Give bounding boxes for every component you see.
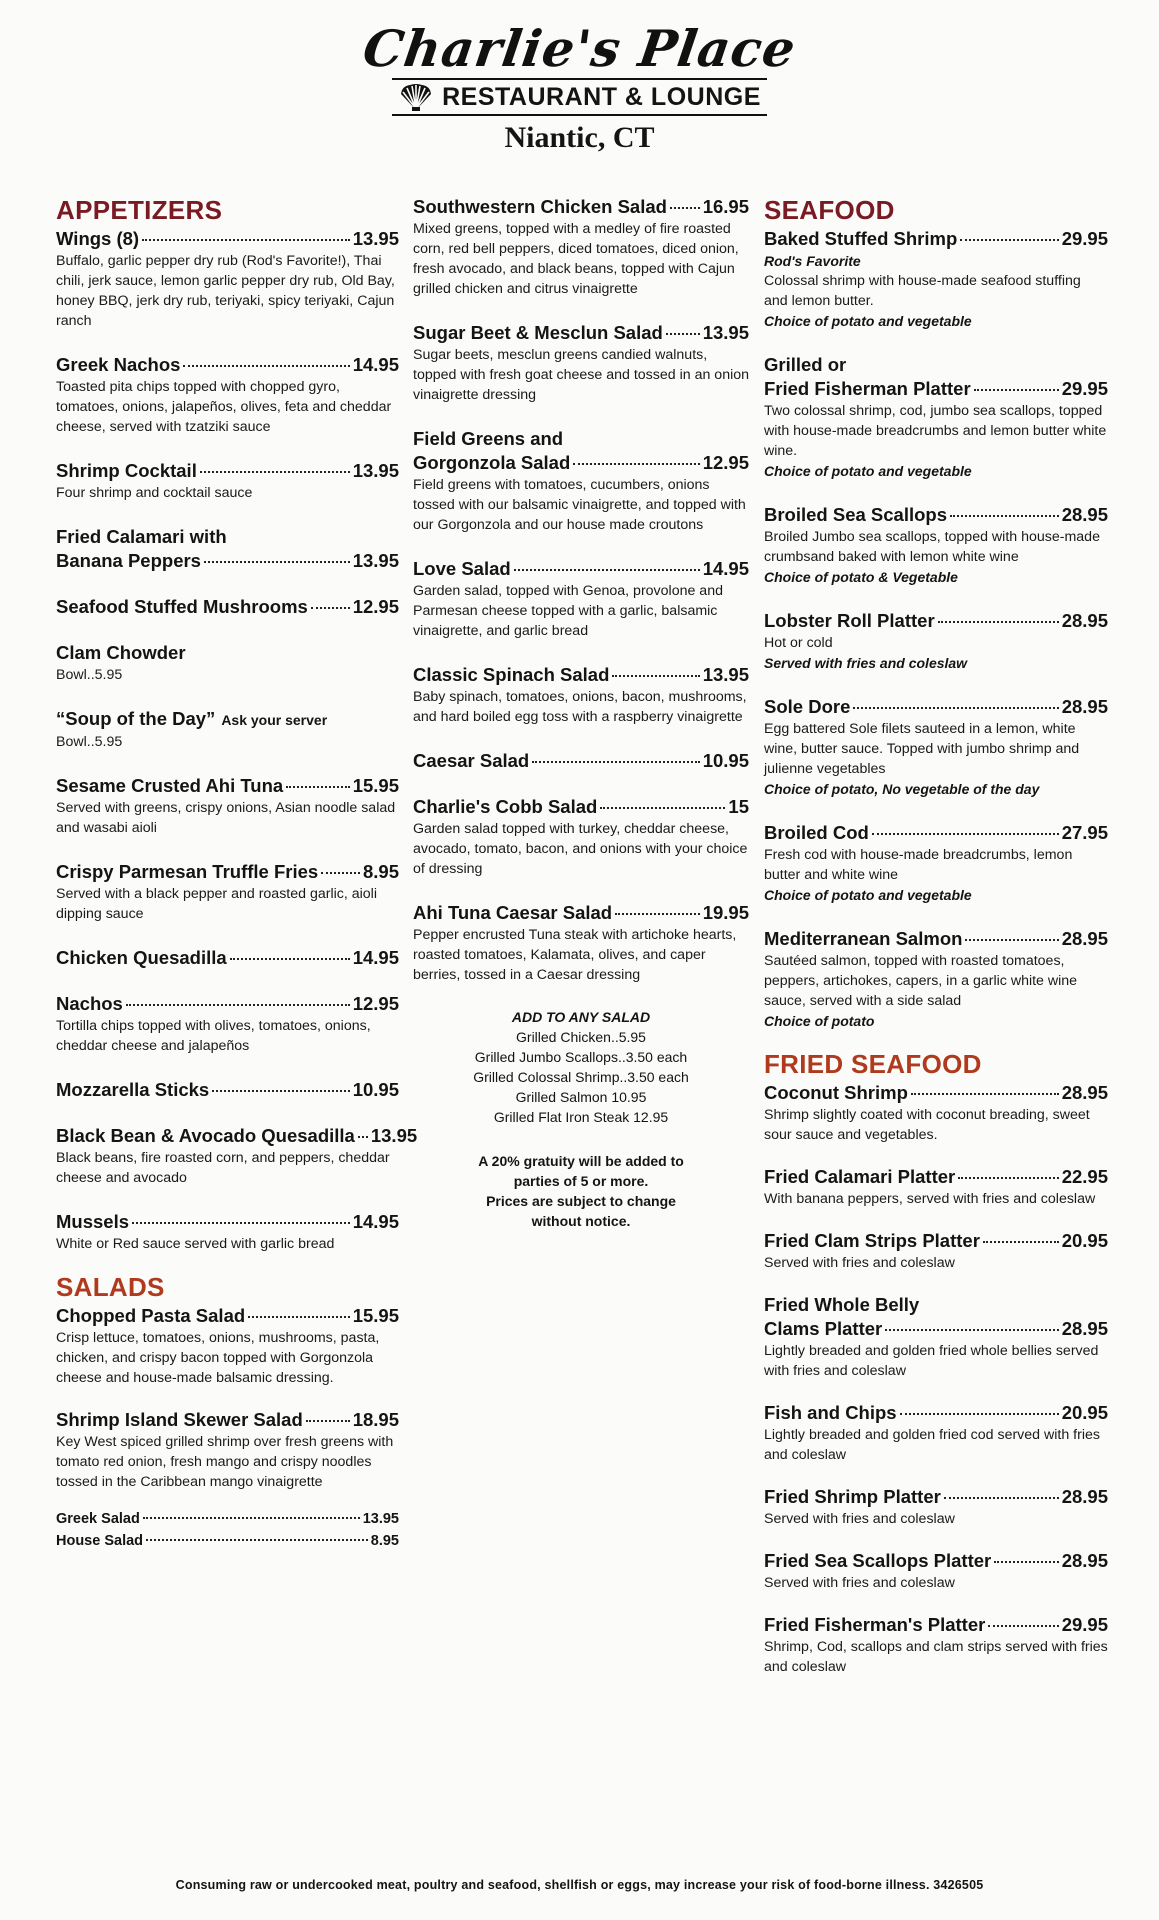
menu-item-price: 18.95 [352,1409,399,1430]
menu-item-price: 13.95 [702,664,749,685]
menu-item-title-line [413,321,749,345]
menu-item-name: Mozzarella Sticks [56,1079,210,1100]
menu-item-title-line [413,195,749,219]
dot-leader [311,607,350,609]
menu-item-description: Field greens with tomatoes, cucumbers, onions tossed with our balsamic vinaigrette, and topped with our Gorgonzola and our house made croutons [413,477,746,533]
dot-leader [248,1316,350,1318]
menu-item [413,321,749,405]
menu-item-name: Greek Nachos [56,354,181,375]
menu-item-name: Clams Platter [764,1318,883,1339]
menu-item-description: Bowl..5.95 [56,734,123,750]
dot-leader [911,1093,1059,1095]
menu-item-price: 28.95 [1061,1550,1108,1571]
menu-item-name: Coconut Shrimp [764,1082,908,1103]
menu-item-title-line [764,1165,1108,1189]
salads-list-continued [413,195,749,985]
menu-item [764,1485,1108,1529]
menu-item-price: 15.95 [352,775,399,796]
menu-item-description: Two colossal shrimp, cod, jumbo sea scallops, topped with house-made breadcrumbs and lemon butter white wine. [764,403,1107,459]
menu-item-description: Colossal shrimp with house-made seafood stuffing and lemon butter. [764,273,1081,309]
menu-item [764,1081,1108,1145]
menu-item-price: 14.95 [702,558,749,579]
menu-item-description: With banana peppers, served with fries and coleslaw [764,1191,1096,1207]
menu-item-price: 28.95 [1061,1082,1108,1103]
menu-item-title-line [56,707,399,732]
menu-item [56,1408,399,1492]
menu-item [56,1124,418,1188]
menu-item-title-line [764,1229,1108,1253]
dot-leader [666,333,700,335]
menu-item-name-suffix: Ask your server [221,712,328,728]
dot-leader [306,1420,350,1422]
dot-leader [938,621,1059,623]
menu-item-description: Black beans, fire roasted corn, and peppers, cheddar cheese and avocado [56,1150,390,1186]
menu-item-title-line [56,946,399,970]
menu-item-price: 12.95 [702,452,749,473]
menu-item-description: Pepper encrusted Tuna steak with artichoke hearts, roasted tomatoes, Kalamata, olives, and caper berries, tossed in a Caesar dressing [413,927,737,983]
logo-subtitle-text: RESTAURANT & LOUNGE [442,82,761,111]
notice-line: A 20% gratuity will be added to [478,1153,684,1169]
menu-item-price: 28.95 [1061,928,1108,949]
dot-leader [950,515,1059,517]
menu-item-title-line [764,1549,1108,1573]
menu-item [56,1210,399,1254]
dot-leader [983,1241,1059,1243]
menu-item-title-line [413,795,749,819]
menu-item-name: Classic Spinach Salad [413,664,610,685]
menu-item-note: Choice of potato & Vegetable [764,569,958,585]
menu-item [56,707,399,752]
menu-item [56,1078,399,1102]
menu-item-name: Gorgonzola Salad [413,452,571,473]
salads-list [56,1304,399,1492]
menu-item-title-line [764,1485,1108,1509]
dot-leader [532,761,699,763]
dot-leader [132,1222,350,1224]
restaurant-logo-subtitle [392,78,767,116]
menu-item-description: White or Red sauce served with garlic bread [56,1236,335,1252]
dot-leader [204,561,350,563]
menu-item-description: Key West spiced grilled shrimp over fresh greens with tomato red onion, fresh mango and crispy noodles tossed in the Caribbean mango vinaigrette [56,1434,394,1490]
dot-leader [146,1539,368,1541]
menu-item-description: Broiled Jumbo sea scallops, topped with house-made crumbsand baked with lemon white wine [764,529,1100,565]
menu-item-title-line [764,821,1108,845]
menu-item-name: Clam Chowder [56,642,186,663]
menu-item [764,1293,1108,1381]
menu-item-name: Fried Fisherman Platter [764,378,971,399]
menu-column-right [764,195,1108,1697]
menu-item [764,821,1108,905]
dot-leader [143,1517,360,1519]
menu-item [764,1401,1108,1465]
menu-item-price: 8.95 [370,1533,399,1549]
menu-item [56,992,399,1056]
menu-item-title-line [764,1401,1108,1425]
menu-item-name: Fried Shrimp Platter [764,1486,941,1507]
dot-leader [230,958,350,960]
menu-item-price: 19.95 [702,902,749,923]
menu-item [413,427,749,535]
notice-line: parties of 5 or more. [513,1173,649,1189]
notice-line: without notice. [531,1213,631,1229]
menu-item [56,1510,399,1529]
menu-item-description: Toasted pita chips topped with chopped gyro, tomatoes, onions, jalapeños, olives, feta and cheddar cheese, served with tzatziki sauce [56,379,392,435]
menu-item [764,695,1108,799]
menu-item-name: Baked Stuffed Shrimp [764,228,958,249]
dot-leader [286,786,350,788]
section-title-seafood: SEAFOOD [764,195,895,225]
menu-item-title-line [764,609,1108,633]
menu-item-title-line [413,663,749,687]
menu-item-price: 13.95 [352,550,399,571]
dot-leader [615,913,700,915]
menu-header [0,19,1159,155]
menu-item [764,927,1108,1031]
menu-item-title-line [764,1081,1108,1105]
menu-item-price: 20.95 [1061,1230,1108,1251]
dot-leader [872,833,1059,835]
menu-item-name: Nachos [56,993,123,1014]
addons-list [413,1027,749,1127]
menu-item-name: Sole Dore [764,696,851,717]
menu-item-price: 13.95 [352,228,399,249]
dot-leader [514,569,700,571]
menu-item-price: 28.95 [1061,504,1108,525]
menu-item-note: Choice of potato and vegetable [764,887,972,903]
menu-item-title-line [764,503,1108,527]
menu-item [764,227,1108,331]
dot-leader [974,389,1059,391]
menu-item-price: 29.95 [1061,378,1108,399]
menu-item-description: Fresh cod with house-made breadcrumbs, lemon butter and white wine [764,847,1073,883]
menu-column-left [56,195,418,1554]
menu-item [764,1549,1108,1593]
menu-item-description: Served with fries and coleslaw [764,1575,955,1591]
menu-item-name-prefix: Fried Calamari with [56,526,227,547]
menu-item-title-line [764,227,1108,251]
menu-item [413,749,749,773]
menu-item-description: Egg battered Sole filets sauteed in a lemon, white wine, butter sauce. Topped with jumbo shrimp and julienne vegetables [764,721,1080,777]
menu-item-note: Choice of potato, No vegetable of the day [764,781,1040,797]
menu-item-title-line [764,927,1108,951]
menu-item-description: Mixed greens, topped with a medley of fire roasted corn, red bell peppers, diced tomatoes, diced onion, fresh avocado, and black beans, topped with Cajun grilled chicken and citrus vinaigrette [413,221,739,297]
salad-addons [413,1007,749,1127]
menu-item-title-line [56,1304,399,1328]
menu-item-note: Rod's Favorite [764,253,861,269]
menu-item-title-line [56,1408,399,1432]
dot-leader [988,1625,1058,1627]
menu-item-price: 28.95 [1061,1318,1108,1339]
dot-leader [994,1561,1058,1563]
menu-item [56,595,399,619]
appetizers-list [56,227,418,1254]
addons-title: ADD TO ANY SALAD [511,1009,651,1025]
menu-item-price: 13.95 [362,1511,399,1527]
section-title-salads: SALADS [56,1272,165,1302]
menu-item [56,525,399,573]
menu-item-name: Shrimp Cocktail [56,460,197,481]
menu-item [56,459,399,503]
dot-leader [212,1090,350,1092]
menu-item-name: Fried Fisherman's Platter [764,1614,986,1635]
menu-item [413,195,749,299]
menu-item [764,353,1108,481]
seafood-list [764,227,1108,1031]
menu-item-name: Caesar Salad [413,750,530,771]
menu-item-title-line [764,1613,1108,1637]
menu-item [56,860,399,924]
menu-item [764,1613,1108,1677]
menu-item-price: 29.95 [1061,228,1108,249]
menu-item-name: Fried Calamari Platter [764,1166,956,1187]
dot-leader [573,463,699,465]
menu-item [56,353,399,437]
menu-item-price: 13.95 [352,460,399,481]
menu-item-name: Crispy Parmesan Truffle Fries [56,861,319,882]
dot-leader [126,1004,350,1006]
menu-item-name-prefix: Fried Whole Belly [764,1294,920,1315]
menu-item [56,1304,399,1388]
menu-item-price: 13.95 [370,1125,418,1146]
menu-item-price: 28.95 [1061,1486,1108,1507]
menu-item-price: 28.95 [1061,696,1108,717]
menu-item-name: Fried Clam Strips Platter [764,1230,980,1251]
menu-item-title-line [764,1317,1108,1341]
menu-item-description: Crisp lettuce, tomatoes, onions, mushrooms, pasta, chicken, and crispy bacon topped with Gorgonzola cheese and house-made balsamic dressing. [56,1330,380,1386]
menu-item-name: Sesame Crusted Ahi Tuna [56,775,284,796]
menu-item-name: Love Salad [413,558,511,579]
menu-item-description: Served with a black pepper and roasted garlic, aioli dipping sauce [56,886,377,922]
menu-item-name: Mediterranean Salmon [764,928,963,949]
menu-item-description: Served with fries and coleslaw [764,1511,955,1527]
addon-item: Grilled Colossal Shrimp..3.50 each [473,1069,689,1085]
menu-item-title-line [56,860,399,884]
menu-item-title-line [764,377,1108,401]
menu-item-price: 10.95 [702,750,749,771]
menu-item-description: Shrimp slightly coated with coconut breading, sweet sour sauce and vegetables. [764,1107,1090,1143]
dot-leader [321,872,360,874]
menu-item-price: 13.95 [702,322,749,343]
menu-item-title-line [56,1532,399,1551]
menu-item-description: Four shrimp and cocktail sauce [56,485,253,501]
section-title-appetizers: APPETIZERS [56,195,223,225]
menu-item-name: Chopped Pasta Salad [56,1305,246,1326]
menu-item-note: Choice of potato and vegetable [764,463,972,479]
menu-item-name: Southwestern Chicken Salad [413,196,667,217]
menu-item-title-line [56,595,399,619]
menu-item [413,901,749,985]
menu-item-description: Lightly breaded and golden fried whole bellies served with fries and coleslaw [764,1343,1099,1379]
side-salads-list [56,1510,399,1551]
dot-leader [965,939,1058,941]
menu-item-name: Fish and Chips [764,1402,897,1423]
menu-item-title-line [56,353,399,377]
menu-item [56,641,399,685]
addon-item: Grilled Chicken..5.95 [516,1029,646,1045]
menu-item [764,503,1108,587]
menu-item-price: 28.95 [1061,610,1108,631]
menu-item-price: 12.95 [352,993,399,1014]
addon-item: Grilled Flat Iron Steak 12.95 [493,1109,669,1125]
menu-item [56,774,399,838]
menu-item-name: Broiled Sea Scallops [764,504,948,525]
menu-item [413,795,749,879]
menu-item-name: Charlie's Cobb Salad [413,796,598,817]
menu-item-title-line [56,992,399,1016]
menu-item-title-line [764,695,1108,719]
gratuity-notice [413,1151,749,1231]
addon-item: Grilled Salmon 10.95 [515,1089,647,1105]
menu-item-price: 10.95 [352,1079,399,1100]
menu-item-description: Hot or cold [764,635,833,651]
menu-item-name: “Soup of the Day” [56,708,216,729]
menu-item-note: Choice of potato [764,1013,875,1029]
dot-leader [960,239,1058,241]
menu-item-description: Garden salad, topped with Genoa, provolone and Parmesan cheese topped with a garlic, balsamic vinaigrette, and garlic bread [413,583,723,639]
dot-leader [670,207,700,209]
menu-item-note: Served with fries and coleslaw [764,655,968,671]
menu-item-name: Greek Salad [56,1511,140,1527]
menu-item-price: 8.95 [362,861,399,882]
food-safety-disclaimer: Consuming raw or undercooked meat, poultry and seafood, shellfish or eggs, may increase your risk of food-borne illness. 3426505 [175,1878,984,1892]
menu-item-title-line [413,557,749,581]
menu-item-description: Buffalo, garlic pepper dry rub (Rod's Favorite!), Thai chili, jerk sauce, lemon garlic pepper dry rub, Old Bay, honey BBQ, jerk dry rub, teriyaki, spicy teriyaki, Cajun ranch [56,253,395,329]
menu-item-name: Black Bean & Avocado Quesadilla [56,1125,355,1146]
dot-leader [200,471,350,473]
menu-item-price: 15.95 [352,1305,399,1326]
menu-item-title-line [56,227,399,251]
dot-leader [885,1329,1058,1331]
menu-item [56,227,399,331]
menu-item [413,557,749,641]
section-title-fried-seafood: FRIED SEAFOOD [764,1049,982,1079]
scallop-shell-icon [398,82,434,112]
dot-leader [612,675,699,677]
menu-item-description: Baby spinach, tomatoes, onions, bacon, mushrooms, and hard boiled egg toss with a raspberry vinaigrette [413,689,747,725]
menu-item-title-line [56,459,399,483]
menu-item-description: Sautéed salmon, topped with roasted tomatoes, peppers, artichokes, capers, in a garlic white wine sauce, served with a side salad [764,953,1078,1009]
dot-leader [183,365,349,367]
menu-item [56,1532,399,1551]
menu-item-description: Lightly breaded and golden fried cod served with fries and coleslaw [764,1427,1100,1463]
menu-item-name: Ahi Tuna Caesar Salad [413,902,613,923]
fried-seafood-list [764,1081,1108,1677]
menu-item-description: Sugar beets, mesclun greens candied walnuts, topped with fresh goat cheese and tossed in an onion vinaigrette dressing [413,347,750,403]
menu-item-name: Shrimp Island Skewer Salad [56,1409,303,1430]
menu-item-price: 20.95 [1061,1402,1108,1423]
menu-item-price: 22.95 [1061,1166,1108,1187]
menu-item-title-line [56,774,399,798]
menu-item-price: 14.95 [352,947,399,968]
menu-item-title-line [413,451,749,475]
menu-item-note: Choice of potato and vegetable [764,313,972,329]
menu-item-title-line [56,1124,418,1148]
restaurant-logo-name: Charlie's Place [359,19,800,78]
menu-item [764,1229,1108,1273]
menu-item [764,1165,1108,1209]
menu-item-name: Broiled Cod [764,822,869,843]
dot-leader [944,1497,1059,1499]
restaurant-location: Niantic, CT [504,121,655,154]
menu-item-description: Shrimp, Cod, scallops and clam strips served with fries and coleslaw [764,1639,1108,1675]
menu-item-name: Banana Peppers [56,550,201,571]
menu-item-price: 12.95 [352,596,399,617]
menu-item-title-line [56,641,399,665]
menu-item-title-line [413,901,749,925]
menu-item-title-line [56,549,399,573]
menu-item-name: Wings (8) [56,228,140,249]
menu-item-name: Mussels [56,1211,130,1232]
menu-item-description: Garden salad topped with turkey, cheddar cheese, avocado, tomato, bacon, and onions with your choice of dressing [413,821,748,877]
menu-item-title-line [56,1210,399,1234]
menu-item-price: 29.95 [1061,1614,1108,1635]
menu-item-title-line [56,1078,399,1102]
addon-item: Grilled Jumbo Scallops..3.50 each [474,1049,688,1065]
dot-leader [900,1413,1059,1415]
menu-item-name: House Salad [56,1533,144,1549]
menu-item-name: Fried Sea Scallops Platter [764,1550,992,1571]
menu-item-name: Sugar Beet & Mesclun Salad [413,322,663,343]
menu-item [764,609,1108,673]
notice-line: Prices are subject to change [486,1193,676,1209]
dot-leader [853,707,1058,709]
menu-item-name: Chicken Quesadilla [56,947,227,968]
menu-item-price: 27.95 [1061,822,1108,843]
menu-item [413,663,749,727]
menu-item-price: 14.95 [352,1211,399,1232]
menu-item-description: Served with greens, crispy onions, Asian noodle salad and wasabi aioli [56,800,396,836]
dot-leader [358,1136,368,1138]
dot-leader [142,239,350,241]
menu-item-price: 15 [728,796,749,817]
menu-item-name-prefix: Grilled or [764,354,847,375]
menu-item-description: Bowl..5.95 [56,667,123,683]
menu-item [56,946,399,970]
menu-item-price: 14.95 [352,354,399,375]
menu-item-title-line [413,749,749,773]
menu-column-middle [413,195,749,1231]
menu-item-title-line [56,1510,399,1529]
menu-item-description: Served with fries and coleslaw [764,1255,955,1271]
dot-leader [958,1177,1058,1179]
dot-leader [600,807,725,809]
menu-item-price: 16.95 [702,196,749,217]
menu-item-name: Lobster Roll Platter [764,610,935,631]
menu-item-description: Tortilla chips topped with olives, tomatoes, onions, cheddar cheese and jalapeños [56,1018,371,1054]
menu-item-name-prefix: Field Greens and [413,428,564,449]
menu-item-name: Seafood Stuffed Mushrooms [56,596,308,617]
